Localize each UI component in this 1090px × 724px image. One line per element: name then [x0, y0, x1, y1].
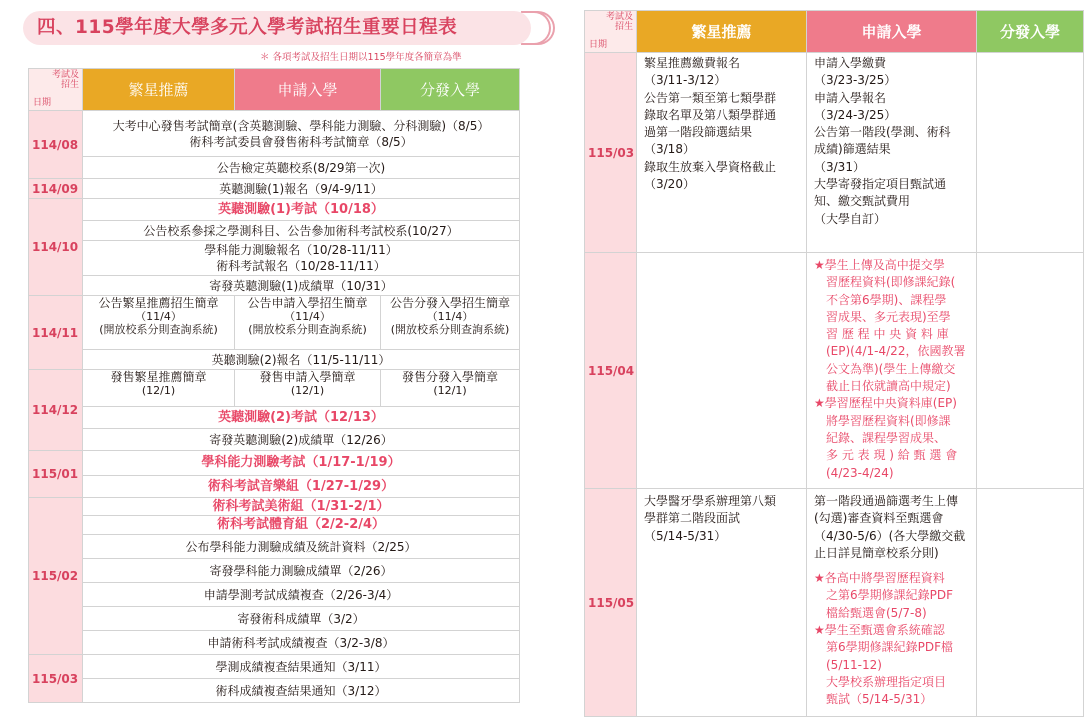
schedule-row: 英聽測驗(2)考試（12/13）	[83, 407, 520, 429]
apply-announce-cell: 公告申請入學招生簡章 （11/4） (開放校系分則查詢系統)	[235, 296, 381, 350]
schedule-row: 術科成績複查結果通知（3/12）	[83, 679, 520, 703]
date-115-02: 115/02	[29, 498, 83, 655]
schedule-row: 申請學測考試成績複查（2/26-3/4）	[83, 583, 520, 607]
date-114-09: 114/09	[29, 179, 83, 199]
date-115-03: 115/03	[585, 53, 637, 253]
cell-line: 多 元 表 現 ) 給 甄 選 會	[814, 448, 958, 463]
star-sale-cell: 發售繁星推薦簡章 (12/1)	[83, 370, 235, 407]
header-dist: 分發入學	[381, 69, 520, 111]
date-114-11: 114/11	[29, 296, 83, 370]
cell-line: (5/11-12)	[814, 657, 882, 672]
cell-line: （3/18）	[644, 142, 695, 157]
cell-line: 之第6學期修課紀錄PDF	[814, 588, 954, 603]
cell-line: 成績)篩選結果	[814, 142, 891, 157]
cell-line: 截止日依就讀高中規定)	[814, 379, 951, 394]
star-announce-cell: 公告繁星推薦招生簡章 （11/4） (開放校系分則查詢系統)	[83, 296, 235, 350]
cell-line: （3/11-3/12）	[644, 73, 727, 88]
dist-cell-115-05	[977, 489, 1084, 717]
cell-line: 將學習歷程資料(即修課	[814, 413, 951, 428]
apply-05-red-notes	[814, 570, 972, 708]
cell-line: ★學習歷程中央資料庫(EP)	[814, 396, 957, 411]
schedule-row: 申請術科考試成績複查（3/2-3/8）	[83, 631, 520, 655]
corner-cell: 考試及 招生 日期	[585, 11, 637, 53]
cell-line: 止日詳見簡章校系分則)	[814, 545, 939, 560]
star-cell-115-05	[637, 489, 807, 717]
schedule-row: 術科考試體育組（2/2-2/4）	[83, 516, 520, 535]
cell-line: （4/30-5/6）(各大學繳交截	[814, 528, 966, 543]
date-115-03: 115/03	[29, 655, 83, 703]
cell-line: 習歷程資料(即修課紀錄(	[814, 275, 956, 290]
schedule-note: ＊ 各項考試及招生日期以115學年度各簡章為準	[260, 52, 462, 63]
schedule-row: 寄發術科成績單（3/2）	[83, 607, 520, 631]
cell-line: 大學校系辦理指定項目	[814, 674, 947, 689]
cell-line: 公告第一階段(學測、術科	[814, 125, 951, 140]
schedule-row: 學科能力測驗考試（1/17-1/19）	[83, 451, 520, 476]
cell-line: 檔給甄選會(5/7-8)	[814, 605, 927, 620]
schedule-row: 公布學科能力測驗成績及統計資料（2/25）	[83, 535, 520, 559]
cell-line: 繁星推薦繳費報名	[644, 56, 741, 70]
cell-line: 學群第二階段面試	[644, 511, 741, 526]
date-115-01: 115/01	[29, 451, 83, 498]
header-apply: 申請入學	[807, 11, 977, 53]
apply-cell-115-05	[807, 489, 977, 717]
cell-line: (勾選)審查資料至甄選會	[814, 511, 944, 526]
star-cell-115-03	[637, 53, 807, 253]
cell-line: 申請入學報名	[814, 90, 887, 105]
cell-line: 不含第6學期)、課程學	[814, 292, 947, 307]
apply-sale-cell: 發售申請入學簡章 (12/1)	[235, 370, 381, 407]
apply-05-first-stage	[814, 493, 972, 562]
cell-line: 公文為準)(學生上傳繳交	[814, 361, 956, 376]
cell-line: 錄取名單及第八類學群通	[644, 107, 777, 122]
schedule-table-right	[584, 10, 1084, 717]
cell-line: （3/20）	[644, 177, 695, 192]
cell-line: 大學醫牙學系辦理第八類	[644, 494, 777, 508]
header-star: 繁星推薦	[83, 69, 235, 111]
cell-line: 甄試（5/14-5/31）	[814, 692, 933, 707]
cell-line: (4/23-4/24)	[814, 465, 894, 480]
cell-line: ★各高中將學習歷程資料	[814, 571, 945, 586]
schedule-row: 英聽測驗(1)報名（9/4-9/11）	[83, 179, 520, 199]
header-dist: 分發入學	[977, 11, 1084, 53]
header-apply: 申請入學	[235, 69, 381, 111]
cell-line: 知、繳交甄試費用	[814, 194, 911, 209]
apply-cell-115-04	[807, 253, 977, 489]
cell-line: 錄取生放棄入學資格截止	[644, 159, 777, 174]
schedule-row: 大考中心發售考試簡章(含英聽測驗、學科能力測驗、分科測驗)（8/5） 術科考試委員會發售術科考試簡章（8/5）	[83, 111, 520, 157]
schedule-row: 英聽測驗(1)考試（10/18）	[83, 199, 520, 221]
date-114-10: 114/10	[29, 199, 83, 296]
title-banner	[23, 11, 548, 45]
cell-line: 公告第一類至第七類學群	[644, 90, 777, 105]
cell-line: 第一階段通過篩選考生上傳	[814, 494, 959, 508]
page-title: 四、115學年度大學多元入學考試招生重要日程表	[23, 11, 531, 45]
schedule-row: 英聽測驗(2)報名（11/5-11/11）	[83, 350, 520, 370]
schedule-row: 寄發學科能力測驗成績單（2/26）	[83, 559, 520, 583]
dist-cell-115-04	[977, 253, 1084, 489]
dist-cell-115-03	[977, 53, 1084, 253]
schedule-row: 術科考試音樂組（1/27-1/29）	[83, 476, 520, 498]
cell-line: (EP)(4/1-4/22，依國教署	[814, 344, 966, 359]
cell-line: ★學生至甄選會系統確認	[814, 623, 945, 638]
schedule-table-left	[28, 68, 520, 703]
schedule-row: 學科能力測驗報名（10/28-11/11） 術科考試報名（10/28-11/11）	[83, 241, 520, 276]
dist-sale-cell: 發售分發入學簡章 (12/1)	[381, 370, 520, 407]
cell-line: 大學寄發指定項目甄試通	[814, 177, 947, 192]
date-115-05: 115/05	[585, 489, 637, 717]
cell-line: 第6學期修課紀錄PDF檔	[814, 640, 954, 655]
schedule-row: 寄發英聽測驗(1)成績單（10/31）	[83, 276, 520, 296]
apply-cell-115-03	[807, 53, 977, 253]
schedule-row: 寄發英聽測驗(2)成績單（12/26）	[83, 429, 520, 451]
cell-line: ★學生上傳及高中提交學	[814, 258, 945, 272]
schedule-row: 術科考試美術組（1/31-2/1）	[83, 498, 520, 516]
cell-line: 申請入學繳費	[814, 56, 887, 70]
date-114-12: 114/12	[29, 370, 83, 451]
schedule-row: 公告校系參採之學測科目、公告參加術科考試校系(10/27）	[83, 221, 520, 241]
cell-line: 過第一階段篩選結果	[644, 125, 753, 140]
cell-line: 習 歷 程 中 央 資 料 庫	[814, 327, 949, 342]
cell-line: 習成果、多元表現)至學	[814, 309, 951, 324]
date-115-04: 115/04	[585, 253, 637, 489]
schedule-row: 學測成績複查結果通知（3/11）	[83, 655, 520, 679]
title-decoration	[527, 11, 555, 45]
cell-line: 紀錄、課程學習成果、	[814, 430, 947, 445]
cell-line: （3/24-3/25）	[814, 107, 897, 122]
dist-announce-cell: 公告分發入學招生簡章 （11/4） (開放校系分則查詢系統)	[381, 296, 520, 350]
corner-cell: 考試及 招生 日期	[29, 69, 83, 111]
schedule-row: 公告檢定英聽校系(8/29第一次)	[83, 157, 520, 179]
header-star: 繁星推薦	[637, 11, 807, 53]
cell-line: （3/23-3/25）	[814, 73, 897, 88]
cell-line: （大學自訂）	[814, 211, 887, 226]
date-114-08: 114/08	[29, 111, 83, 179]
star-cell-115-04	[637, 253, 807, 489]
cell-line: （5/14-5/31）	[644, 528, 727, 543]
cell-line: （3/31）	[814, 159, 865, 174]
